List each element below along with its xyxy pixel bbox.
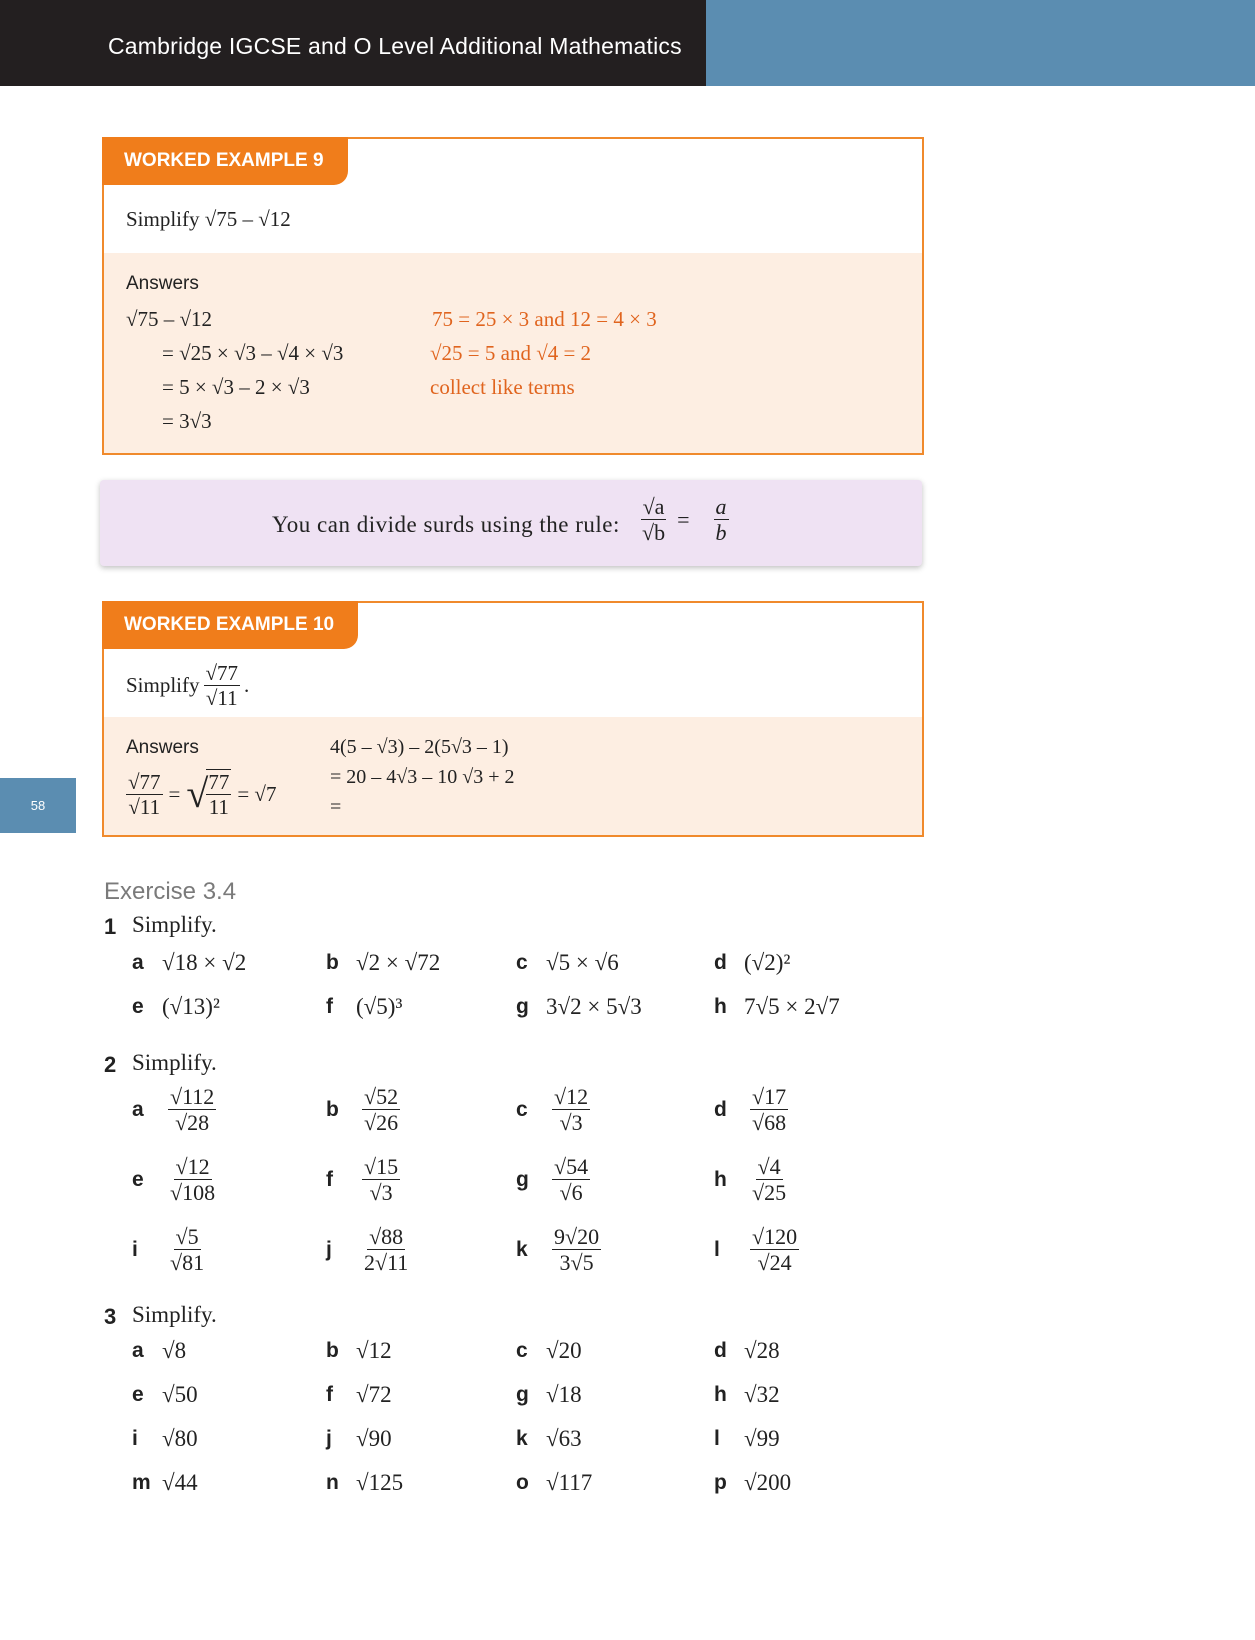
item-expression: √18	[546, 1382, 582, 1407]
item-letter: i	[132, 1427, 138, 1450]
question-label: Simplify.	[132, 912, 217, 937]
fraction-denominator: √26	[364, 1110, 399, 1136]
item-letter: j	[326, 1237, 332, 1261]
item-expression: √12	[356, 1338, 392, 1363]
fraction-denominator: 3√5	[559, 1250, 594, 1276]
item-letter: a	[132, 951, 144, 974]
fraction-numerator: √12	[554, 1084, 589, 1109]
exercise-item	[516, 950, 619, 976]
q-num: √77	[205, 661, 239, 685]
fraction-denominator: 2√11	[364, 1250, 409, 1276]
worked-example-9	[102, 137, 924, 455]
example10-tab: WORKED EXAMPLE 10	[102, 601, 358, 649]
item-letter: l	[714, 1237, 720, 1261]
fraction-denominator: √28	[175, 1110, 210, 1136]
exercise-item	[714, 994, 840, 1020]
item-letter: e	[132, 1167, 144, 1191]
item-letter: d	[714, 1097, 727, 1121]
item-letter: f	[326, 1383, 333, 1406]
item-fraction	[168, 1084, 216, 1136]
fraction-numerator: √5	[175, 1224, 199, 1249]
item-letter: c	[516, 1339, 528, 1362]
exercise-item	[714, 1426, 780, 1452]
item-expression: 3√2 × 5√3	[546, 994, 642, 1019]
exercise-item	[714, 1382, 780, 1408]
question-number: 2	[104, 1052, 117, 1077]
example9-note: collect like terms	[430, 375, 575, 399]
item-expression: √63	[546, 1426, 582, 1451]
example9-question: Simplify √75 – √12	[126, 207, 291, 231]
item-expression: √50	[162, 1382, 198, 1407]
exercise-item	[516, 1338, 582, 1364]
item-letter: a	[132, 1097, 144, 1121]
q-den: √11	[205, 686, 238, 711]
item-letter: d	[714, 951, 727, 974]
item-letter: m	[132, 1471, 151, 1494]
question-label: Simplify.	[132, 1302, 217, 1327]
fraction-denominator: √68	[752, 1110, 787, 1136]
rule-rhs-num: a	[715, 494, 727, 519]
item-letter: g	[516, 1167, 529, 1191]
item-fraction	[552, 1224, 601, 1276]
rule-lhs	[640, 494, 667, 546]
item-letter: h	[714, 1167, 727, 1191]
example9-step: = √25 × √3 – √4 × √3	[162, 341, 344, 365]
exercise-item	[516, 994, 642, 1020]
item-expression: (√13)²	[162, 994, 220, 1019]
question-label: Simplify.	[132, 1050, 217, 1075]
item-letter: e	[132, 1383, 144, 1406]
example10-side-line: =	[330, 796, 342, 818]
example10-side-line: = 20 – 4√3 – 10 √3 + 2	[330, 766, 515, 788]
item-letter: d	[714, 1339, 727, 1362]
exercise-item	[516, 1382, 582, 1408]
item-fraction	[362, 1224, 410, 1276]
radical-sign: √	[186, 771, 209, 817]
item-expression: (√5)³	[356, 994, 403, 1019]
exercise-item	[326, 1338, 392, 1364]
fraction-numerator: √88	[369, 1224, 404, 1249]
example9-tab: WORKED EXAMPLE 9	[102, 137, 348, 185]
fraction-numerator: √52	[364, 1084, 399, 1109]
exercise-item	[714, 1154, 788, 1206]
fraction-numerator: √120	[752, 1224, 798, 1249]
exercise-item	[326, 1154, 400, 1206]
page-number: 58	[0, 778, 76, 833]
exercise-title: Exercise 3.4	[104, 878, 237, 905]
item-expression: √99	[744, 1426, 780, 1451]
item-expression: √32	[744, 1382, 780, 1407]
a-den: √11	[128, 794, 161, 819]
item-expression: √5 × √6	[546, 950, 619, 975]
fraction-denominator: √108	[170, 1180, 216, 1206]
fraction-numerator: √54	[554, 1154, 589, 1179]
item-letter: p	[714, 1471, 727, 1494]
exercise-item	[516, 1084, 590, 1136]
worked-example-10	[102, 601, 924, 837]
exercise-item	[714, 1224, 799, 1276]
item-expression: √200	[744, 1470, 792, 1495]
item-letter: g	[516, 1383, 529, 1406]
item-fraction	[750, 1224, 799, 1276]
key-point-text: You can divide surds using the rule:	[272, 512, 620, 537]
example9-step: = 5 × √3 – 2 × √3	[162, 375, 310, 399]
item-letter: c	[516, 1097, 528, 1121]
exercise-item	[326, 1224, 410, 1276]
exercise-item	[516, 1224, 601, 1276]
item-letter: a	[132, 1339, 144, 1362]
exercise-item	[132, 1382, 198, 1408]
item-letter: k	[516, 1237, 528, 1261]
exercise-item	[326, 994, 402, 1020]
item-expression: √18 × √2	[162, 950, 247, 975]
example9-step: √75 – √12	[126, 307, 213, 331]
rule-equals: =	[677, 506, 690, 532]
item-letter: f	[326, 995, 333, 1018]
item-fraction	[750, 1084, 788, 1136]
item-expression: √8	[162, 1338, 187, 1363]
fraction-denominator: √81	[170, 1250, 205, 1276]
a-num: √77	[128, 769, 161, 794]
exercise-item	[714, 950, 790, 976]
exercise-item	[132, 950, 246, 976]
item-letter: k	[516, 1427, 528, 1450]
item-expression: √2 × √72	[356, 950, 441, 975]
fraction-numerator: √4	[757, 1154, 781, 1179]
item-letter: b	[326, 1339, 339, 1362]
example9-step: = 3√3	[162, 409, 212, 433]
q-suffix: .	[244, 673, 250, 698]
root-of-fraction	[186, 769, 231, 819]
exercise-item	[132, 1470, 198, 1496]
exercise-item	[714, 1470, 791, 1496]
exercise-item	[714, 1084, 788, 1136]
rule-lhs-den: √b	[642, 520, 666, 546]
exercise-item	[132, 1426, 198, 1452]
item-expression: √117	[546, 1470, 593, 1495]
fraction-denominator: √25	[752, 1180, 787, 1206]
exercise-item	[132, 1224, 206, 1276]
item-expression: √44	[162, 1470, 198, 1495]
surd-rule	[640, 494, 729, 546]
item-expression: √28	[744, 1338, 780, 1363]
fraction-numerator: 9√20	[554, 1224, 600, 1249]
header-accent	[706, 0, 1255, 86]
item-fraction	[168, 1154, 217, 1206]
question-number: 1	[104, 914, 117, 939]
example9-note: 75 = 25 × 3 and 12 = 4 × 3	[432, 307, 657, 331]
item-letter: i	[132, 1237, 138, 1261]
item-expression: √90	[356, 1426, 392, 1451]
fraction-numerator: √112	[170, 1084, 215, 1109]
example9-answers-heading: Answers	[126, 273, 199, 294]
rule-lhs-num: √a	[642, 494, 665, 519]
item-expression: √20	[546, 1338, 582, 1363]
a-root-num: 77	[208, 770, 230, 794]
fraction-denominator: √3	[369, 1180, 393, 1206]
example10-answer	[126, 769, 276, 819]
item-letter: h	[714, 995, 727, 1018]
item-letter: g	[516, 995, 529, 1018]
item-fraction	[552, 1084, 590, 1136]
a-root-den: 11	[208, 795, 229, 820]
item-fraction	[750, 1154, 788, 1206]
example10-question-prefix: Simplify	[126, 673, 200, 698]
book-title: Cambridge IGCSE and O Level Additional Mathematics	[108, 33, 682, 59]
item-fraction	[362, 1084, 400, 1136]
item-letter: h	[714, 1383, 727, 1406]
example10-answers-heading: Answers	[126, 737, 199, 758]
fraction-denominator: √6	[559, 1180, 583, 1206]
exercise-item	[516, 1426, 582, 1452]
item-expression: √72	[356, 1382, 392, 1407]
example10-question	[126, 661, 249, 710]
rule-rhs	[714, 494, 729, 546]
exercise-item	[132, 1154, 217, 1206]
exercise-item	[516, 1154, 590, 1206]
item-expression: √125	[356, 1470, 404, 1495]
item-letter: j	[326, 1427, 332, 1450]
item-fraction	[168, 1224, 206, 1276]
example9-note: √25 = 5 and √4 = 2	[430, 341, 592, 365]
answer-fraction	[126, 770, 163, 819]
item-letter: c	[516, 951, 528, 974]
a-eq2: = √7	[237, 781, 277, 806]
question-number: 3	[104, 1304, 117, 1329]
root-fraction	[206, 769, 231, 819]
key-point-box	[100, 480, 922, 566]
exercise-item	[326, 950, 440, 976]
example10-question-fraction	[204, 661, 241, 710]
fraction-numerator: √12	[175, 1154, 210, 1179]
a-eq1: =	[168, 781, 181, 806]
item-letter: e	[132, 995, 144, 1018]
item-letter: l	[714, 1427, 720, 1450]
exercise-item	[132, 1084, 216, 1136]
item-expression: √80	[162, 1426, 198, 1451]
fraction-denominator: √24	[757, 1250, 792, 1276]
exercise-item	[132, 1338, 186, 1364]
item-letter: b	[326, 951, 339, 974]
exercise-item	[132, 994, 220, 1020]
item-expression: 7√5 × 2√7	[744, 994, 840, 1019]
exercise-item	[326, 1470, 403, 1496]
item-fraction	[362, 1154, 400, 1206]
exercise-item	[516, 1470, 592, 1496]
exercise-item	[326, 1426, 392, 1452]
exercise-item	[326, 1382, 392, 1408]
item-expression: (√2)²	[744, 950, 791, 975]
item-letter: b	[326, 1097, 339, 1121]
fraction-numerator: √15	[364, 1154, 399, 1179]
item-fraction	[552, 1154, 590, 1206]
exercise-item	[714, 1338, 780, 1364]
exercise-item	[326, 1084, 400, 1136]
fraction-denominator: √3	[559, 1110, 583, 1136]
fraction-numerator: √17	[752, 1084, 787, 1109]
item-letter: o	[516, 1471, 529, 1494]
rule-rhs-den: b	[715, 520, 727, 546]
item-letter: f	[326, 1167, 333, 1191]
example10-side-line: 4(5 – √3) – 2(5√3 – 1)	[330, 736, 509, 758]
item-letter: n	[326, 1471, 339, 1494]
